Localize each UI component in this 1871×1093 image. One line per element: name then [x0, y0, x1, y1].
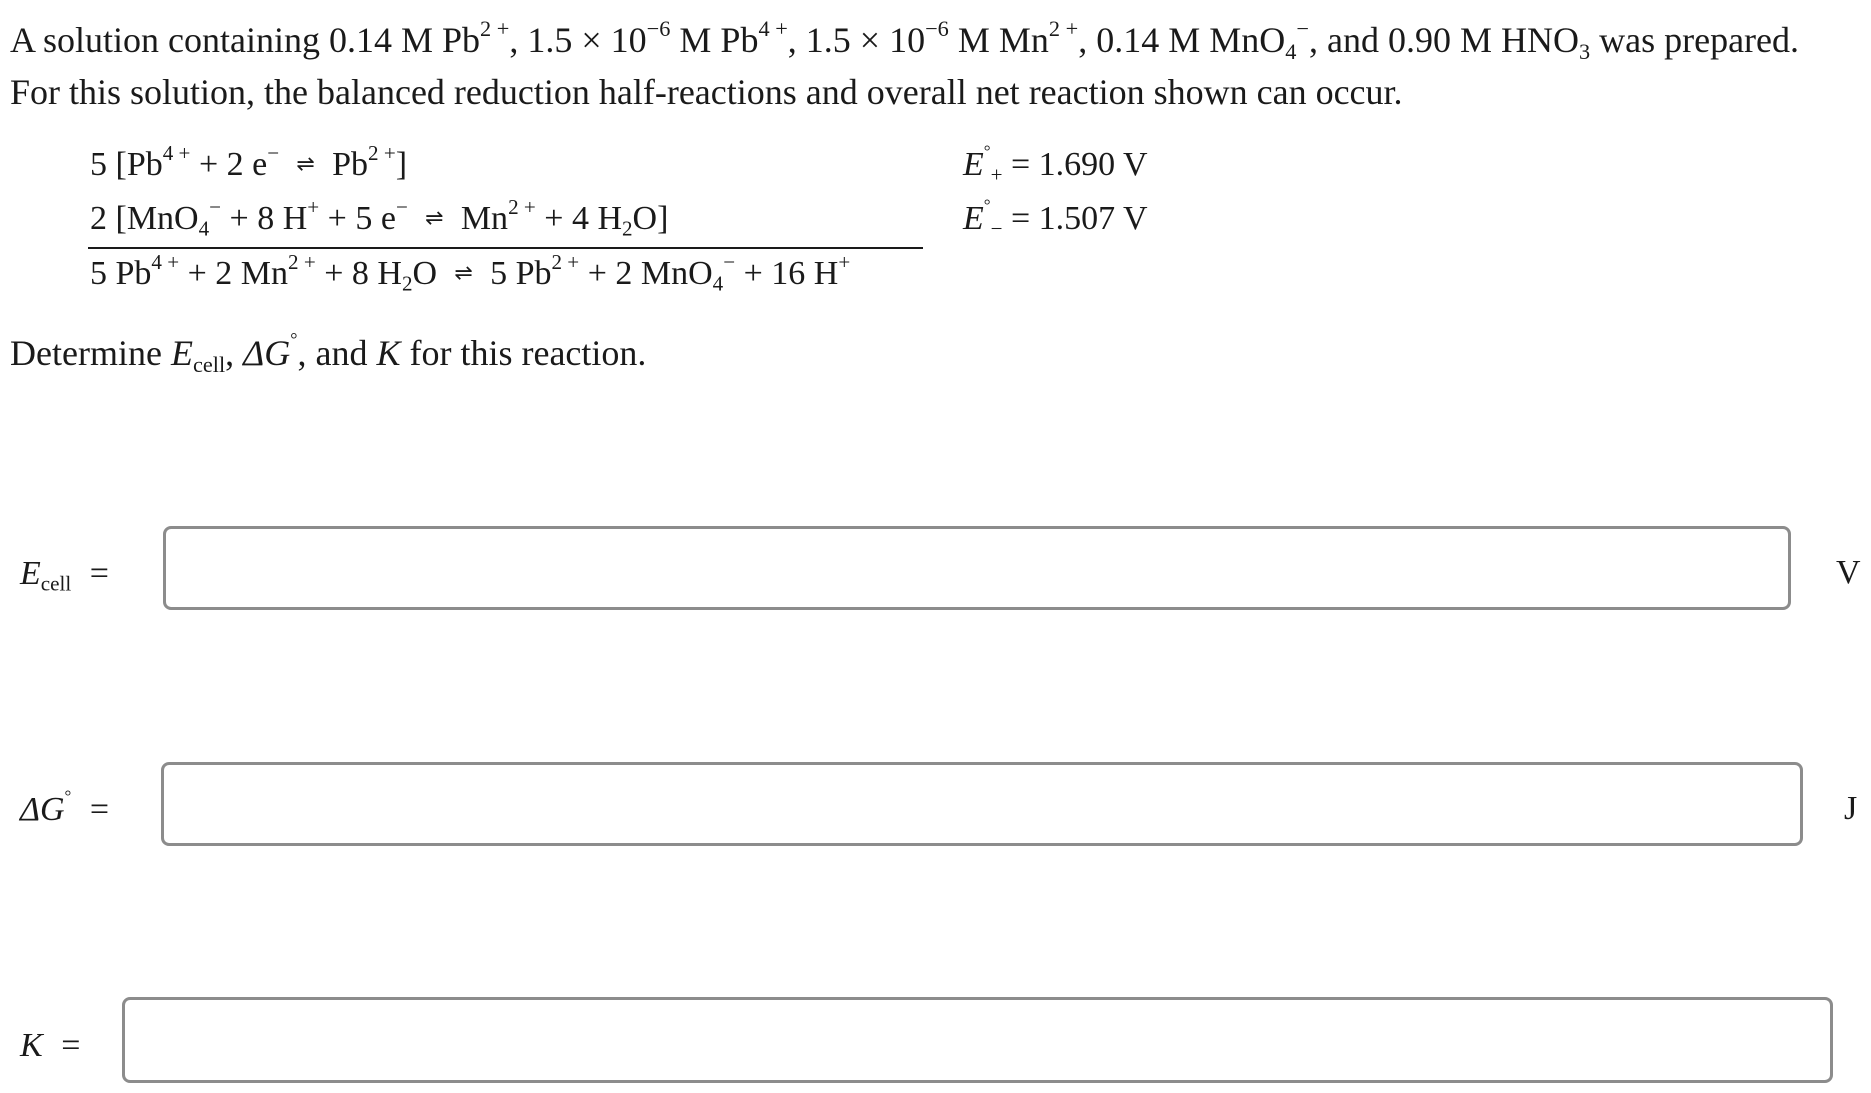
equilibrium-arrow-icon: ⇌ — [296, 152, 315, 177]
ecell-label: $E_{cell}$ = — [20, 555, 109, 596]
equilibrium-arrow-icon: ⇌ — [425, 206, 444, 231]
k-answer-input[interactable] — [122, 997, 1833, 1083]
anode-potential: $E^\circ_- = 1.507$ V — [963, 195, 1148, 241]
cathode-potential: $E^\circ_+ = 1.690$ V — [963, 141, 1148, 187]
ecell-unit: V — [1836, 554, 1861, 591]
delta-g-unit: J — [1844, 790, 1858, 827]
equilibrium-arrow-icon: ⇌ — [454, 261, 473, 286]
ecell-answer-input[interactable] — [163, 526, 1791, 610]
k-label: K = — [20, 1027, 81, 1064]
problem-line-2: For this solution, the balanced reduction half-reactions and overall net reaction shown can occur. — [10, 72, 1403, 112]
reaction-sum-divider — [88, 247, 923, 249]
delta-g-answer-input[interactable] — [161, 762, 1803, 846]
half-reaction-2: 2 [MnO$_4$− + 8 H+ + 5 e− ⇌ $Mn^{2 +} + 4$ $H_2O$] — [90, 194, 669, 241]
problem-statement — [10, 14, 1799, 118]
net-reaction: 5 $Pb^{4 +} + 2$ $Mn^{2 +} + 8$ $H_2O$ ⇌ 5 $Pb^{2 +} + 2$ MnO$_4$− + 16 H+ — [90, 249, 851, 296]
problem-line-1: A solution containing 0.14 M $Pb^{2 +}$, $1.5 \times 10^{-6}$ M $Pb^{4 +}$, $1.5 \times 10^{-6}$ M $Mn^{2 +}$, 0.14 M MnO$_4$−, and 0.90 M $HNO_3$ was prepared. — [10, 15, 1800, 65]
delta-g-label: ΔG° = — [20, 786, 110, 828]
half-reaction-1: 5 [$Pb^{4 +} + 2$ e− ⇌ $Pb^{2 +}$] — [90, 140, 408, 183]
question-prompt: Determine $E_{cell}$, ΔG°, and K for this reaction. — [10, 329, 647, 378]
